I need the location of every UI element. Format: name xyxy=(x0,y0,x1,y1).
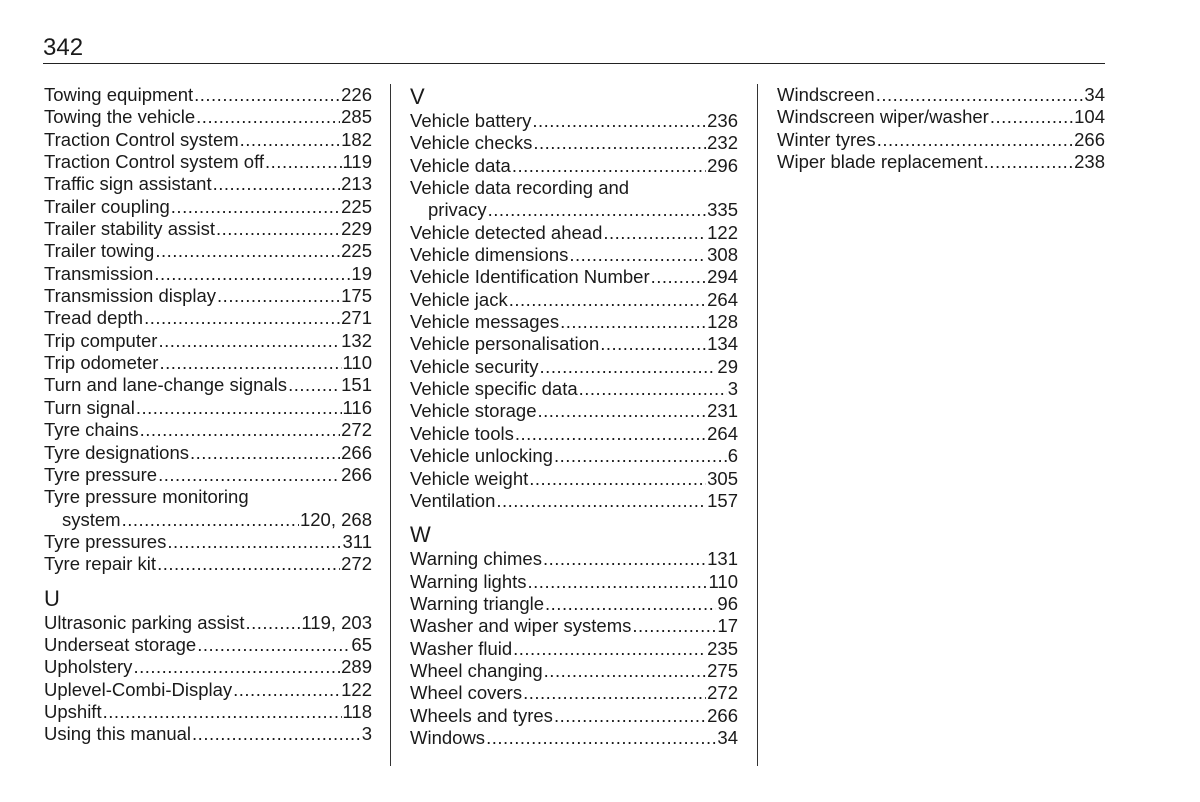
index-page-ref: 118 xyxy=(342,700,372,722)
index-entry-label: Vehicle tools xyxy=(410,422,514,444)
index-page-ref: 266 xyxy=(707,704,738,726)
index-entry xyxy=(410,199,738,221)
index-page-ref: 119 xyxy=(342,151,372,173)
dot-leader xyxy=(486,727,716,749)
index-entry xyxy=(44,240,372,262)
index-page-ref: 3 xyxy=(361,723,372,745)
index-entry-continuation: privacy xyxy=(428,199,487,221)
index-page-ref: 266 xyxy=(341,441,372,463)
index-entry-label: Warning triangle xyxy=(410,592,545,614)
index-entry xyxy=(410,155,738,177)
index-entry xyxy=(44,612,372,634)
index-entry-label: Upshift xyxy=(44,700,102,722)
index-entry-label: Washer fluid xyxy=(410,637,513,659)
index-page-ref: 34 xyxy=(1084,84,1105,105)
index-page-ref: 236 xyxy=(707,110,738,131)
index-entry-label: Towing the vehicle xyxy=(44,106,196,128)
dot-leader xyxy=(533,132,706,154)
index-entry xyxy=(44,129,372,151)
index-entry-label: Trip odometer xyxy=(44,352,159,374)
index-page-ref: 238 xyxy=(1074,151,1105,173)
index-page-ref: 19 xyxy=(351,262,372,284)
index-entry-label: Tyre pressure xyxy=(44,463,158,485)
index-entry-label: Traction Control system off xyxy=(44,151,265,173)
index-page-ref: 6 xyxy=(727,445,738,467)
index-entry xyxy=(410,356,738,378)
index-entry xyxy=(44,723,372,745)
index-entry-label: Vehicle security xyxy=(410,355,539,377)
index-entry xyxy=(44,656,372,678)
index-page-ref: 116 xyxy=(342,396,372,418)
index-entry xyxy=(410,571,738,593)
dot-leader xyxy=(158,464,340,486)
index-entry-label: Trip computer xyxy=(44,329,158,351)
dot-leader xyxy=(158,330,340,352)
index-entry xyxy=(44,352,372,374)
index-entry-label: Upholstery xyxy=(44,656,133,678)
index-entry-label: Ultrasonic parking assist xyxy=(44,611,245,633)
index-entry xyxy=(44,196,372,218)
index-page-ref: 119, 203 xyxy=(301,611,372,633)
index-entry-label: Traction Control system xyxy=(44,128,239,150)
index-entry-label: Wheel changing xyxy=(410,659,543,681)
dot-leader xyxy=(140,419,341,441)
index-page-ref: 266 xyxy=(341,463,372,485)
index-entry xyxy=(410,468,738,490)
dot-leader xyxy=(240,129,340,151)
index-entry xyxy=(44,509,372,531)
dot-leader xyxy=(990,106,1073,128)
dot-leader xyxy=(632,615,716,637)
index-entry-label: Vehicle weight xyxy=(410,467,529,489)
dot-leader xyxy=(509,289,706,311)
index-page-ref: 225 xyxy=(341,195,372,217)
dot-leader xyxy=(543,548,706,570)
index-entry xyxy=(410,660,738,682)
index-page-ref: 34 xyxy=(717,726,738,748)
index-page-ref: 308 xyxy=(707,244,738,266)
dot-leader xyxy=(488,199,707,221)
index-entry xyxy=(410,289,738,311)
index-page-ref: 232 xyxy=(707,132,738,154)
index-entry xyxy=(410,548,738,570)
dot-leader xyxy=(540,356,717,378)
dot-leader xyxy=(600,333,706,355)
dot-leader xyxy=(196,106,340,128)
index-entry-label: Tyre repair kit xyxy=(44,553,157,575)
index-page-ref: 285 xyxy=(341,106,372,128)
index-entry-label: Vehicle detected ahead xyxy=(410,221,603,243)
dot-leader xyxy=(103,701,342,723)
index-entry-label: Vehicle data recording and xyxy=(410,177,630,199)
index-entry xyxy=(44,397,372,419)
index-page-ref: 264 xyxy=(707,288,738,310)
dot-leader xyxy=(246,612,301,634)
index-entry-label: Vehicle storage xyxy=(410,400,537,422)
dot-leader xyxy=(197,634,350,656)
index-entry xyxy=(44,84,372,106)
dot-leader xyxy=(136,397,342,419)
index-entry xyxy=(44,218,372,240)
index-entry-label: Tread depth xyxy=(44,307,144,329)
index-page-ref: 122 xyxy=(341,678,372,700)
index-page-ref: 296 xyxy=(707,154,738,176)
section-letter: W xyxy=(410,522,431,548)
page-number: 342 xyxy=(43,34,84,61)
index-entry-label: Vehicle jack xyxy=(410,288,508,310)
dot-leader xyxy=(194,84,340,106)
index-page-ref: 120, 268 xyxy=(299,508,372,530)
dot-leader xyxy=(159,352,341,374)
index-entry xyxy=(44,634,372,656)
index-page-ref: 335 xyxy=(707,199,738,221)
index-page-ref: 305 xyxy=(707,467,738,489)
dot-leader xyxy=(532,110,706,132)
dot-leader xyxy=(876,84,1084,106)
index-entry xyxy=(410,445,738,467)
dot-leader xyxy=(217,285,340,307)
dot-leader xyxy=(154,263,350,285)
index-entry-label: Towing equipment xyxy=(44,84,194,105)
index-entry-label: Turn signal xyxy=(44,396,135,418)
dot-leader xyxy=(213,173,341,195)
index-entry xyxy=(777,84,1105,106)
index-entry xyxy=(410,244,738,266)
dot-leader xyxy=(157,553,340,575)
index-entry xyxy=(44,263,372,285)
index-entry xyxy=(410,400,738,422)
dot-leader xyxy=(554,705,706,727)
index-page-ref: 96 xyxy=(717,592,738,614)
dot-leader xyxy=(877,129,1073,151)
index-entry-label: Windscreen wiper/washer xyxy=(777,106,989,128)
index-entry xyxy=(44,531,372,553)
index-entry xyxy=(777,151,1105,173)
index-entry-label: Washer and wiper systems xyxy=(410,615,632,637)
index-entry-label: Vehicle battery xyxy=(410,110,532,131)
index-page-ref: 275 xyxy=(707,659,738,681)
dot-leader xyxy=(265,151,341,173)
index-page-ref: 311 xyxy=(342,530,372,552)
index-entry-label: Vehicle specific data xyxy=(410,378,578,400)
index-page-ref: 266 xyxy=(1074,128,1105,150)
index-entry-label: Wheel covers xyxy=(410,682,523,704)
index-entry xyxy=(44,679,372,701)
index-entry xyxy=(44,442,372,464)
index-entry-label: Windscreen xyxy=(777,84,875,105)
index-entry xyxy=(410,638,738,660)
index-entry-label: Vehicle checks xyxy=(410,132,533,154)
index-entry-label: Trailer towing xyxy=(44,240,155,262)
dot-leader xyxy=(171,196,340,218)
index-entry-label: Vehicle data xyxy=(410,154,511,176)
index-entry xyxy=(777,129,1105,151)
index-page-ref: 3 xyxy=(727,378,738,400)
index-entry xyxy=(44,464,372,486)
index-entry xyxy=(44,151,372,173)
index-column-1 xyxy=(44,84,372,746)
header-rule xyxy=(43,63,1105,64)
index-entry-label: Ventilation xyxy=(410,489,496,511)
index-page-ref: 264 xyxy=(707,422,738,444)
index-column-2 xyxy=(410,84,738,749)
index-page-ref: 104 xyxy=(1074,106,1105,128)
index-entry xyxy=(777,106,1105,128)
index-entry xyxy=(410,378,738,400)
index-entry xyxy=(410,705,738,727)
dot-leader xyxy=(538,400,707,422)
index-entry xyxy=(44,701,372,723)
dot-leader xyxy=(133,656,340,678)
dot-leader xyxy=(560,311,706,333)
dot-leader xyxy=(984,151,1073,173)
index-entry xyxy=(44,173,372,195)
dot-leader xyxy=(167,531,341,553)
index-entry-label: Tyre pressures xyxy=(44,530,167,552)
dot-leader xyxy=(512,155,706,177)
index-entry-label: Warning chimes xyxy=(410,548,542,570)
dot-leader xyxy=(513,638,706,660)
index-entry-label: Vehicle messages xyxy=(410,311,560,333)
index-entry-label: Vehicle unlocking xyxy=(410,445,553,467)
index-entry-label: Vehicle personalisation xyxy=(410,333,600,355)
dot-leader xyxy=(192,723,361,745)
column-divider xyxy=(757,84,758,766)
index-entry xyxy=(410,132,738,154)
index-column-3 xyxy=(777,84,1105,173)
index-entry-label: Tyre chains xyxy=(44,419,139,441)
index-entry xyxy=(410,615,738,637)
index-entry-continuation: system xyxy=(62,508,121,530)
index-page-ref: 131 xyxy=(707,548,738,570)
index-entry-label: Tyre designations xyxy=(44,441,190,463)
index-entry-label: Underseat storage xyxy=(44,633,197,655)
index-page-ref: 122 xyxy=(707,221,738,243)
index-entry-label: Transmission xyxy=(44,262,154,284)
dot-leader xyxy=(515,423,706,445)
dot-leader xyxy=(529,468,706,490)
index-page-ref: 128 xyxy=(707,311,738,333)
dot-leader xyxy=(569,244,706,266)
index-entry-label: Warning lights xyxy=(410,570,527,592)
index-page-ref: 175 xyxy=(341,285,372,307)
dot-leader xyxy=(496,490,706,512)
index-entry-label: Windows xyxy=(410,726,486,748)
index-entry-label: Vehicle Identification Number xyxy=(410,266,650,288)
section-letter: U xyxy=(44,585,60,611)
index-entry-label: Trailer stability assist xyxy=(44,218,215,240)
dot-leader xyxy=(233,679,340,701)
index-entry xyxy=(410,727,738,749)
index-page-ref: 289 xyxy=(341,656,372,678)
index-page-ref: 272 xyxy=(707,682,738,704)
index-entry xyxy=(410,423,738,445)
index-entry xyxy=(410,266,738,288)
dot-leader xyxy=(545,593,716,615)
index-entry-label: Turn and lane-change signals xyxy=(44,374,288,396)
index-entry-label: Wheels and tyres xyxy=(410,704,553,726)
index-page-ref: 271 xyxy=(341,307,372,329)
dot-leader xyxy=(190,442,340,464)
index-entry xyxy=(410,333,738,355)
column-divider xyxy=(390,84,391,766)
index-entry-label: Traffic sign assistant xyxy=(44,173,212,195)
dot-leader xyxy=(122,509,299,531)
dot-leader xyxy=(603,222,706,244)
index-entry-label: Wiper blade replacement xyxy=(777,151,983,173)
dot-leader xyxy=(579,378,727,400)
index-entry xyxy=(410,110,738,132)
index-page-ref: 110 xyxy=(342,352,372,374)
index-entry xyxy=(44,419,372,441)
index-page-ref: 235 xyxy=(707,637,738,659)
index-page-ref: 182 xyxy=(341,128,372,150)
index-page-ref: 17 xyxy=(717,615,738,637)
index-entry-label: Trailer coupling xyxy=(44,195,170,217)
index-page-ref: 151 xyxy=(341,374,372,396)
index-entry xyxy=(410,222,738,244)
index-entry-label: Uplevel-Combi-Display xyxy=(44,678,233,700)
index-page-ref: 231 xyxy=(707,400,738,422)
index-entry xyxy=(410,490,738,512)
index-page-ref: 29 xyxy=(717,355,738,377)
index-entry-label: Transmission display xyxy=(44,285,217,307)
dot-leader xyxy=(523,682,706,704)
section-letter: V xyxy=(410,84,425,109)
dot-leader xyxy=(288,374,340,396)
dot-leader xyxy=(544,660,706,682)
index-page-ref: 132 xyxy=(341,329,372,351)
dot-leader xyxy=(554,445,727,467)
index-page-ref: 213 xyxy=(341,173,372,195)
index-entry xyxy=(44,285,372,307)
index-entry xyxy=(44,330,372,352)
index-entry-label: Using this manual xyxy=(44,723,192,745)
index-entry-label: Winter tyres xyxy=(777,128,876,150)
index-page-ref: 294 xyxy=(707,266,738,288)
index-entry xyxy=(410,311,738,333)
index-entry-label: Vehicle dimensions xyxy=(410,244,569,266)
index-page-ref: 272 xyxy=(341,419,372,441)
index-entry-label: Tyre pressure monitoring xyxy=(44,486,249,508)
index-page-ref: 229 xyxy=(341,218,372,240)
index-page-ref: 65 xyxy=(351,633,372,655)
dot-leader xyxy=(144,307,340,329)
index-page-ref: 226 xyxy=(341,84,372,105)
index-page-ref: 134 xyxy=(707,333,738,355)
dot-leader xyxy=(651,266,707,288)
index-page-ref: 110 xyxy=(708,570,738,592)
index-page-ref: 157 xyxy=(707,489,738,511)
dot-leader xyxy=(155,240,340,262)
index-entry xyxy=(44,553,372,575)
dot-leader xyxy=(528,571,708,593)
dot-leader xyxy=(216,218,340,240)
index-page-ref: 225 xyxy=(341,240,372,262)
index-entry xyxy=(410,593,738,615)
index-entry xyxy=(44,374,372,396)
index-page-ref: 272 xyxy=(341,553,372,575)
index-entry xyxy=(44,106,372,128)
index-entry xyxy=(410,682,738,704)
index-entry xyxy=(44,307,372,329)
